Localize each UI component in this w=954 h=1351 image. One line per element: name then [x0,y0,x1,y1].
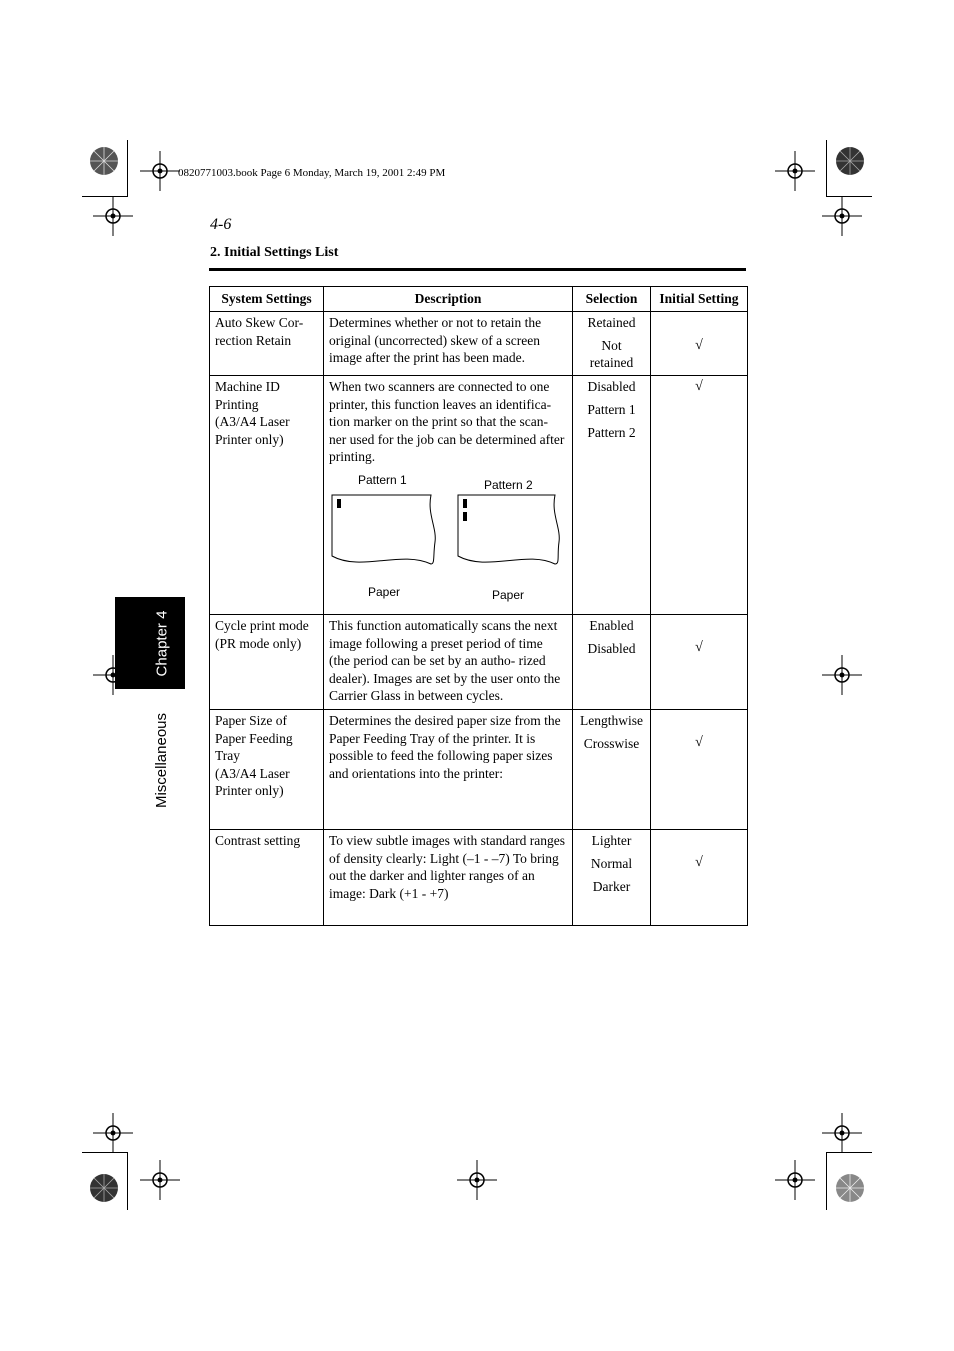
check-mark: √ [695,855,703,870]
selection-option: Enabled [589,618,634,633]
selection-cell [573,830,651,926]
chapter-tab-label: Chapter 4 [153,610,171,676]
crop-line [127,1152,128,1210]
column-header-description: Description [324,287,573,312]
selection-option: Darker [592,879,631,894]
machine-id-pattern-diagram [329,470,567,612]
starburst-target-icon [830,141,870,181]
setting-name-cell: Contrast setting [210,830,324,926]
selection-option: Lengthwise [580,713,643,728]
paper-label: Paper [492,587,525,602]
page-number: 4-6 [210,216,232,233]
initial-setting-cell [651,376,748,615]
crosshair-registration-icon [457,1160,497,1200]
crop-line [82,196,128,197]
check-mark: √ [695,379,703,394]
table-row [210,312,748,376]
crosshair-registration-icon [93,1113,133,1153]
crop-line [826,1152,872,1153]
description-cell: Determines the desired paper size from the Paper Feeding Tray of the printer. It is possible to feed the following paper sizes and orientations into the printer: [324,710,573,830]
starburst-target-icon [84,141,124,181]
crosshair-registration-icon [93,196,133,236]
selection-option: Pattern 2 [587,425,636,440]
crosshair-registration-icon [822,655,862,695]
paper-label: Paper [368,584,401,599]
selection-option: Not retained [589,338,634,370]
crosshair-registration-icon [775,1160,815,1200]
selection-option: Disabled [587,641,636,656]
section-side-label: Miscellaneous [153,712,171,808]
crosshair-registration-icon [822,1113,862,1153]
table-row [210,830,748,926]
setting-name-cell: Machine ID Printing (A3/A4 Laser Printer only) [210,376,324,615]
crop-line [826,1152,827,1210]
selection-option: Lighter [591,833,632,848]
check-mark: √ [695,338,703,353]
print-header: 0820771003.book Page 6 Monday, March 19, 2001 2:49 PM [178,167,446,179]
crosshair-registration-icon [140,151,180,191]
selection-cell [573,615,651,710]
initial-setting-cell [651,615,748,710]
setting-name-cell: Paper Size of Paper Feeding Tray (A3/A4 Laser Printer only) [210,710,324,830]
column-header-system-settings: System Settings [210,287,324,312]
crop-line [826,196,872,197]
selection-option: Retained [587,315,636,330]
initial-settings-table [209,286,748,926]
check-mark: √ [695,640,703,655]
crop-line [82,1152,128,1153]
table-header-row [210,287,748,312]
crop-line [127,140,128,197]
crop-line [826,140,827,197]
description-cell: To view subtle images with standard ranges of density clearly: Light (–1 - –7) To bring out the darker and lighter ranges of an image: Dark (+1 - +7) [324,830,573,926]
crosshair-registration-icon [775,151,815,191]
paper-pattern-1-icon [331,494,439,568]
description-cell: This function automatically scans the next image following a preset period of time (the period can be set by an autho- rized dealer). Images are set by the user onto the Carrier Glass in between cycles. [324,615,573,710]
table-row [210,376,748,615]
pattern-1-label: Pattern 1 [358,472,407,487]
selection-cell [573,710,651,830]
section-title: 2. Initial Settings List [210,245,339,260]
initial-setting-cell [651,830,748,926]
selection-option: Normal [590,856,633,871]
description-cell: Determines whether or not to retain the original (uncorrected) skew of a screen image after the print has been made. [324,312,573,376]
starburst-target-icon [830,1168,870,1208]
selection-option: Pattern 1 [587,402,636,417]
description-cell [324,376,573,615]
initial-setting-cell [651,312,748,376]
initial-setting-cell [651,710,748,830]
selection-option: Crosswise [583,736,640,751]
selection-option: Disabled [587,379,636,394]
section-rule [209,268,746,271]
column-header-selection: Selection [573,287,651,312]
check-mark: √ [695,735,703,750]
selection-cell [573,376,651,615]
selection-cell [573,312,651,376]
setting-name-cell: Auto Skew Cor- rection Retain [210,312,324,376]
crosshair-registration-icon [822,196,862,236]
crosshair-registration-icon [140,1160,180,1200]
table-row [210,710,748,830]
pattern-2-label: Pattern 2 [484,477,533,492]
description-text: When two scanners are connected to one printer, this function leaves an identifica- tion marker on the print so that the scan- ner used for the job can be determined after printing. [329,379,565,465]
column-header-initial-setting: Initial Setting [651,287,748,312]
starburst-target-icon [84,1168,124,1208]
table-row [210,615,748,710]
setting-name-cell: Cycle print mode (PR mode only) [210,615,324,710]
paper-pattern-2-icon [457,494,565,568]
